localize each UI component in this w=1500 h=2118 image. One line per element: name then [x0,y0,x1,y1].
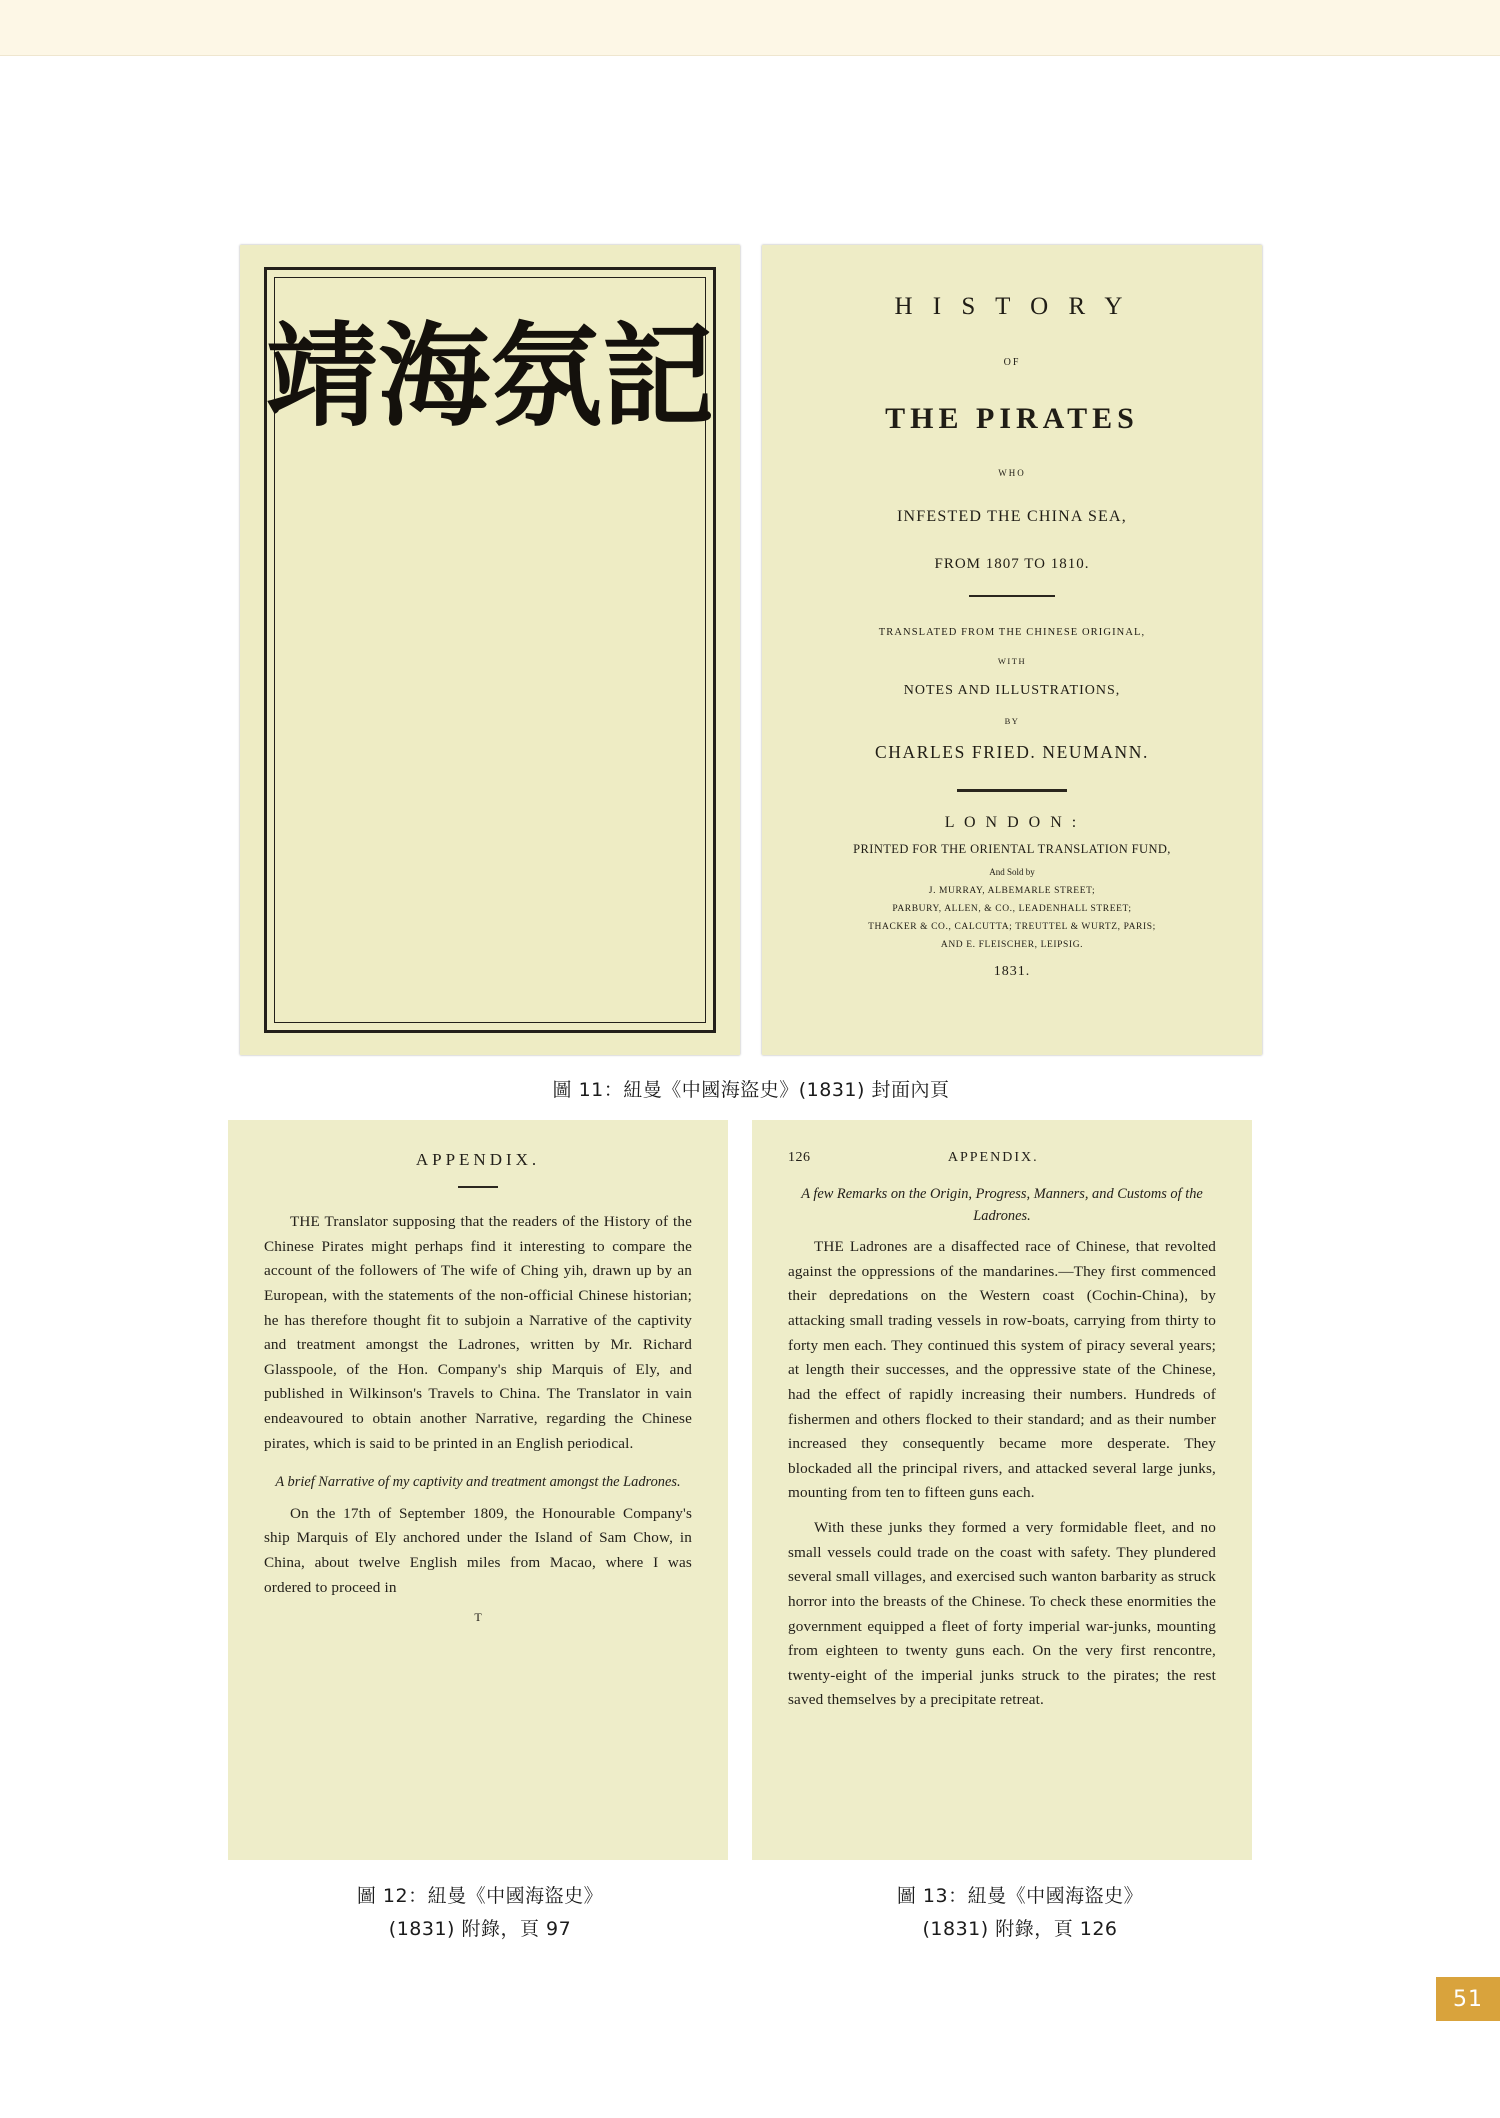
figure-11-english-title-page [762,245,1262,1055]
title-of: OF [1003,357,1021,368]
imprint-seller-4: AND E. FLEISCHER, LEIPSIG. [940,939,1084,950]
title-who: WHO [998,468,1026,478]
imprint-city: L O N D O N : [944,813,1080,831]
figure-12-appendix-page-97 [228,1120,728,1860]
imprint-and-sold-by: And Sold by [989,866,1035,877]
figure-12-caption-line-2: (1831) 附錄，頁 97 [388,1918,572,1941]
imprint-seller-2: PARBURY, ALLEN, & CO., LEADENHALL STREET; [892,903,1132,914]
top-decorative-band [0,0,1500,56]
title-date-range: FROM 1807 TO 1810. [934,556,1090,572]
title-author: CHARLES FRIED. NEUMANN. [874,741,1150,762]
figure-13-appendix-page-126 [752,1120,1252,1860]
appendix-126-body [788,1150,1216,1723]
imprint-seller-1: J. MURRAY, ALBEMARLE STREET; [928,885,1096,896]
chinese-title-block [240,297,740,456]
appendix-126-paragraph-2: With these junks they formed a very formidable fleet, and no small vessels could trade on the coast with safety. They plundered several small villages, and exercised such wanton barbarity as struck horror into the breasts of the Chinese. To check these enormities the government equipped a fleet of forty imperial war-junks, mounting from eighteen to twenty guns each. On the very first rencontre, twenty-eight of the imperial junks struck to the pirates; the rest saved themselves by a precipitate retreat. [788,1519,1216,1709]
title-by: BY [1004,715,1020,726]
title-rule-thick [957,789,1067,792]
appendix-97-catchword: T [474,1610,482,1625]
appendix-126-folio: 126 [788,1150,811,1165]
appendix-126-running-head-row [788,1150,1216,1166]
imprint-publisher: PRINTED FOR THE ORIENTAL TRANSLATION FUND, [853,841,1171,856]
figure-13-caption [740,1880,1300,1947]
appendix-126-paragraph-1: THE Ladrones are a disaffected race of Chinese, that revolted against the oppressions of the mandarines.—They first commenced their depredations on the Western coast (Cochin-China), by attacking small trading vessels in row-boats, carrying from thirty to forty men each. They continued this system of piracy several years; at length their successes, and the oppressive state of the Chinese, had the effect of rapidly increasing their numbers. Hundreds of fishermen and others flocked to their standard; and as their number increased they consequently became more desperate. They blockaded all the principal rivers, and attacked several large junks, mounting from ten to fifteen guns each. [788,1238,1216,1502]
figure-12-caption-line-1: 圖 12：紐曼《中國海盜史》 [356,1885,604,1907]
title-rule-short [969,595,1055,597]
appendix-97-paragraph-1: THE Translator supposing that the readers of the History of the Chinese Pirates might perhaps find it interesting to compare the account of the followers of The wife of Ching yih, drawn up by an European, with the statements of the non-official Chinese historian; he has therefore thought fit to subjoin a Narrative of the captivity and treatment amongst the Ladrones, written by Mr. Richard Glasspoole, of the Hon. Company's ship Marquis of Ely, and published in Wilkinson's Travels to China. The Translator in vain endeavoured to obtain another Narrative, regarding the Chinese pirates, which is said to be printed in an English periodical. [264,1213,692,1452]
title-page-content [788,293,1236,980]
page-number-tab: 51 [1436,1977,1500,2021]
title-the-pirates: THE PIRATES [885,402,1139,435]
appendix-126-running-head: APPENDIX. [947,1150,1039,1165]
figure-13-caption-line-1: 圖 13：紐曼《中國海盜史》 [896,1885,1144,1907]
figure-11-chinese-title-page [240,245,740,1055]
appendix-97-body [264,1150,692,1625]
title-notes-line: NOTES AND ILLUSTRATIONS, [903,682,1121,698]
figure-11-caption: 圖 11：紐曼《中國海盜史》(1831) 封面內頁 [552,1079,950,1101]
title-history: H I S T O R Y [894,293,1130,320]
appendix-126-subheading: A few Remarks on the Origin, Progress, Manners, and Customs of the Ladrones. [801,1186,1203,1224]
chinese-title-text: 靖海氛記 [266,311,714,442]
imprint-year: 1831. [993,963,1031,979]
title-infested-line: INFESTED THE CHINA SEA, [897,508,1127,525]
title-with: WITH [997,655,1027,666]
title-translated-line: TRANSLATED FROM THE CHINESE ORIGINAL, [878,626,1146,638]
figure-13-caption-line-2: (1831) 附錄，頁 126 [922,1918,1118,1941]
imprint-seller-3: THACKER & CO., CALCUTTA; TREUTTEL & WURTZ, PARIS; [868,921,1156,932]
appendix-97-heading: APPENDIX. [415,1150,541,1169]
appendix-97-ornament [458,1186,498,1188]
appendix-97-subheading: A brief Narrative of my captivity and treatment amongst the Ladrones. [275,1474,681,1491]
figure-12-caption [200,1880,760,1947]
appendix-97-paragraph-2: On the 17th of September 1809, the Honourable Company's ship Marquis of Ely anchored under the Island of Sam Chow, in China, about twelve English miles from Macao, where I was ordered to proceed in [264,1504,692,1596]
